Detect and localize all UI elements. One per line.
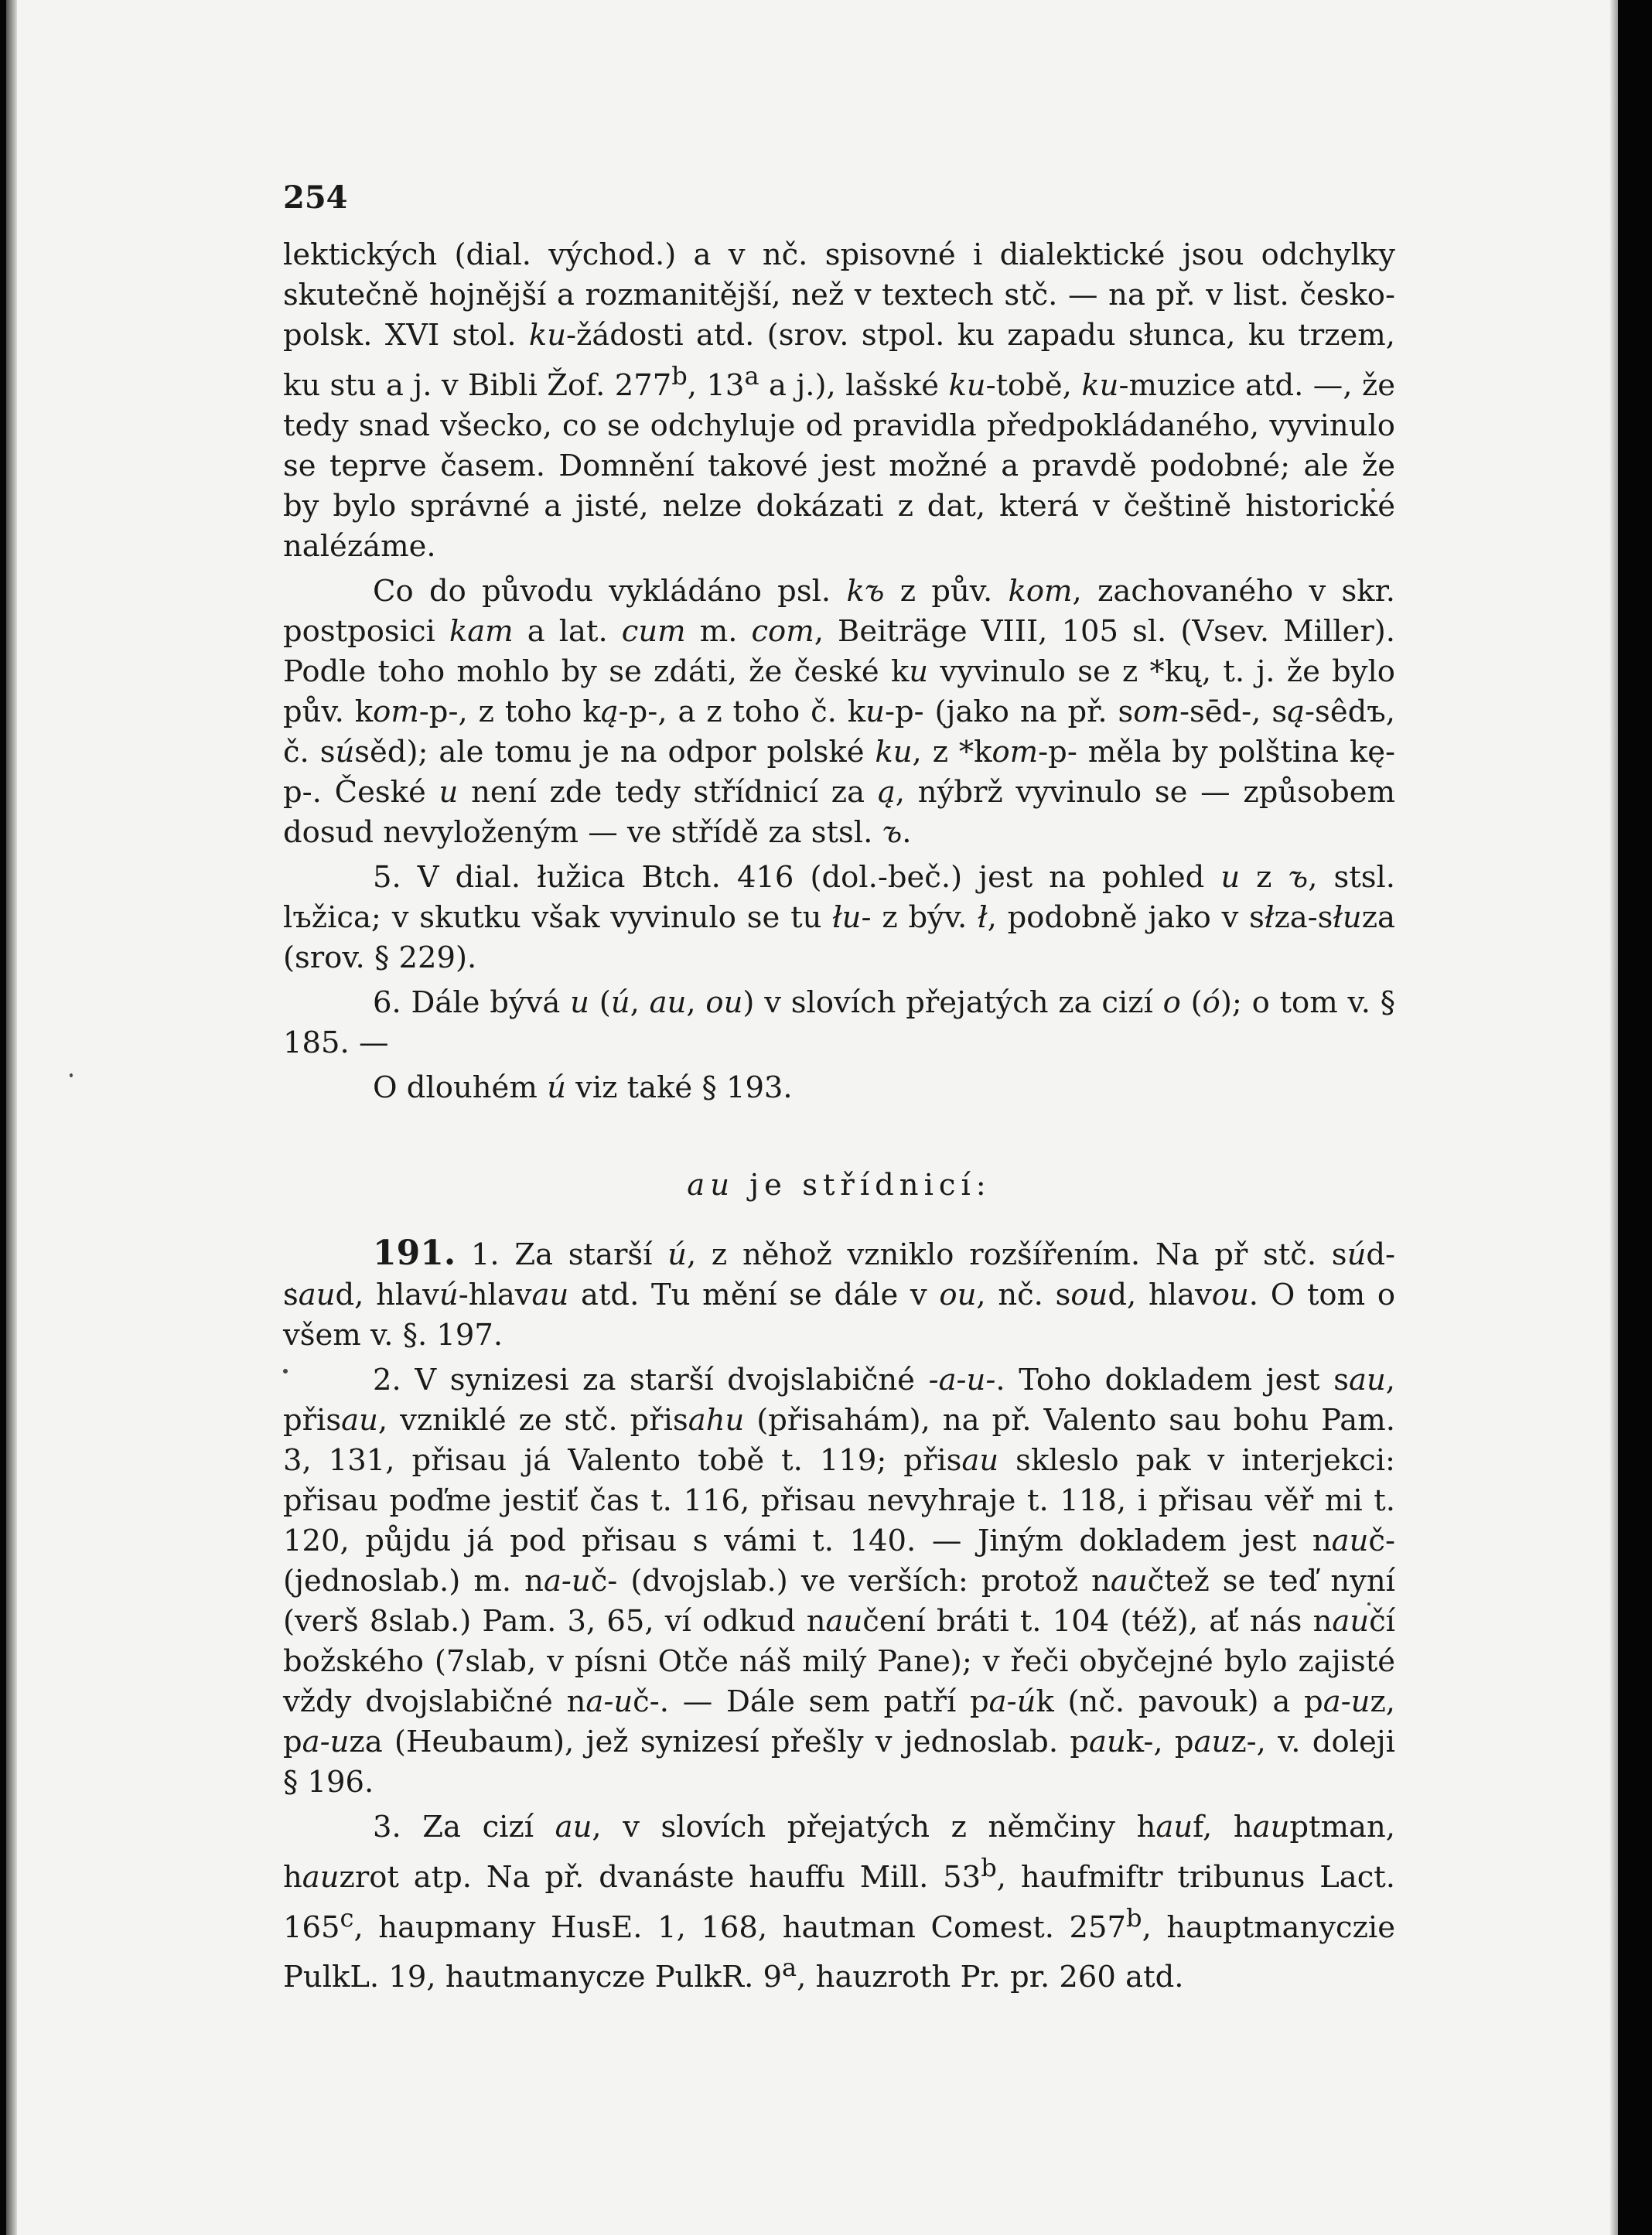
paragraph: 3. Za cizí au, v slovích přejatých z němčiny hauf, hauptman, hauzrot atp. Na př. dvanáste hauffu Mill. 53$^b$, haufmiftr tribunus Lact. 165$^c$, haupmany HusE. 1, 168, hautman Comest. 257$^b$, hauptmanyczie PulkL. 19, hautmanycze PulkR. 9$^a$, hauzroth Pr. pr. 260 atd. <box>283 1809 1396 1995</box>
scan-border-right <box>1618 0 1652 2235</box>
paragraph: 5. V dial. łužica Btch. 416 (dol.-beč.) jest na pohled u z ъ, stsl. lъžica; v skutku však vyvinulo se tu łu- z býv. ł, podobně jako v słza-słuza (srov. § 229). <box>283 859 1396 975</box>
page-edge-left <box>6 0 17 2235</box>
scan-speck <box>70 1073 73 1077</box>
page-number: 254 <box>283 179 348 216</box>
paragraph: O dlouhém ú viz také § 193. <box>373 1070 793 1105</box>
paragraph: lektických (dial. východ.) a v nč. spisovné i dialektické jsou odchylky skutečně hojnější a rozmanitější, než v textech stč. — na př. v list. česko-polsk. XVI stol. ku-žádosti atd. (srov. stpol. ku zapadu słunca, ku trzem, ku stu a j. v Bibli Žof. 277$^b$, 13$^a$ a j.), lašské ku-tobě, ku-muzice atd. —, že tedy snad všecko, co se odchyluje od pravidla předpokládaného, vyvinulo se teprve časem. Domnění takové jest možné a pravdě podobné; ale že by bylo správné a jisté, nelze dokázati z dat, která v češtině historické nalézáme. <box>283 237 1396 564</box>
paragraph: 6. Dále bývá u (ú, au, ou) v slovích přejatých za cizí o (ó); o tom v. § 185. — <box>283 984 1396 1060</box>
scanned-page <box>6 0 1618 2235</box>
page-edge-right <box>1610 0 1618 2235</box>
paragraph: 2. V synizesi za starší dvojslabičné -a-u-. Toho dokladem jest sau, přisau, vzniklé ze stč. přisahu (přisahám), na př. Valento sau bohu Pam. 3, 131, přisau já Valento tobě t. 119; přisau skleslo pak v interjekci: přisau poďme jestiť čas t. 116, přisau nevyhraje t. 118, i přisau věř mi t. 120, půjdu já pod přisau s vámi t. 140. — Jiným dokladem jest nauč-(jednoslab.) m. na-uč- (dvojslab.) ve verších: protož naučtež se teď nyní (verš 8slab.) Pam. 3, 65, ví odkud naučení bráti t. 104 (též), ať nás naučí božského (7slab, v písni Otče náš milý Pane); v řeči obyčejné bylo zajisté vždy dvojslabičné na-uč-. — Dále sem patří pa-úk (nč. pavouk) a pa-uz, pa-uza (Heubaum), jež synizesí přešly v jednoslab. pauk-, pauz-, v. doleji § 196. <box>283 1362 1395 1800</box>
page-text <box>283 178 1395 1998</box>
paragraph: 191. 1. Za starší ú, z něhož vzniklo rozšířením. Na př stč. súd-saud, hlavú-hlavau atd. Tu mění se dále v ou, nč. soud, hlavou. O tom o všem v. §. 197. <box>283 1233 1396 1353</box>
section-number: 191. <box>373 1233 456 1273</box>
section-heading: au je střídnicí: <box>687 1167 992 1203</box>
paragraph: Co do původu vykládáno psl. kъ z pův. kom, zachovaného v skr. postposici kam a lat. cum m. com, Beiträge VIII, 105 sl. (Vsev. Miller). Podle toho mohlo by se zdáti, že české ku vyvinulo se z *kų, t. j. že bylo pův. kom-p-, z toho ką-p-, a z toho č. ku-p- (jako na př. som-sēd-, są-sêdъ, č. súsěd); ale tomu je na odpor polské ku, z *kom-p- měla by polština kę-p-. České u není zde tedy střídnicí za ą, nýbrž vyvinulo se — způsobem dosud nevyloženým — ve střídě za stsl. ъ. <box>283 573 1396 850</box>
